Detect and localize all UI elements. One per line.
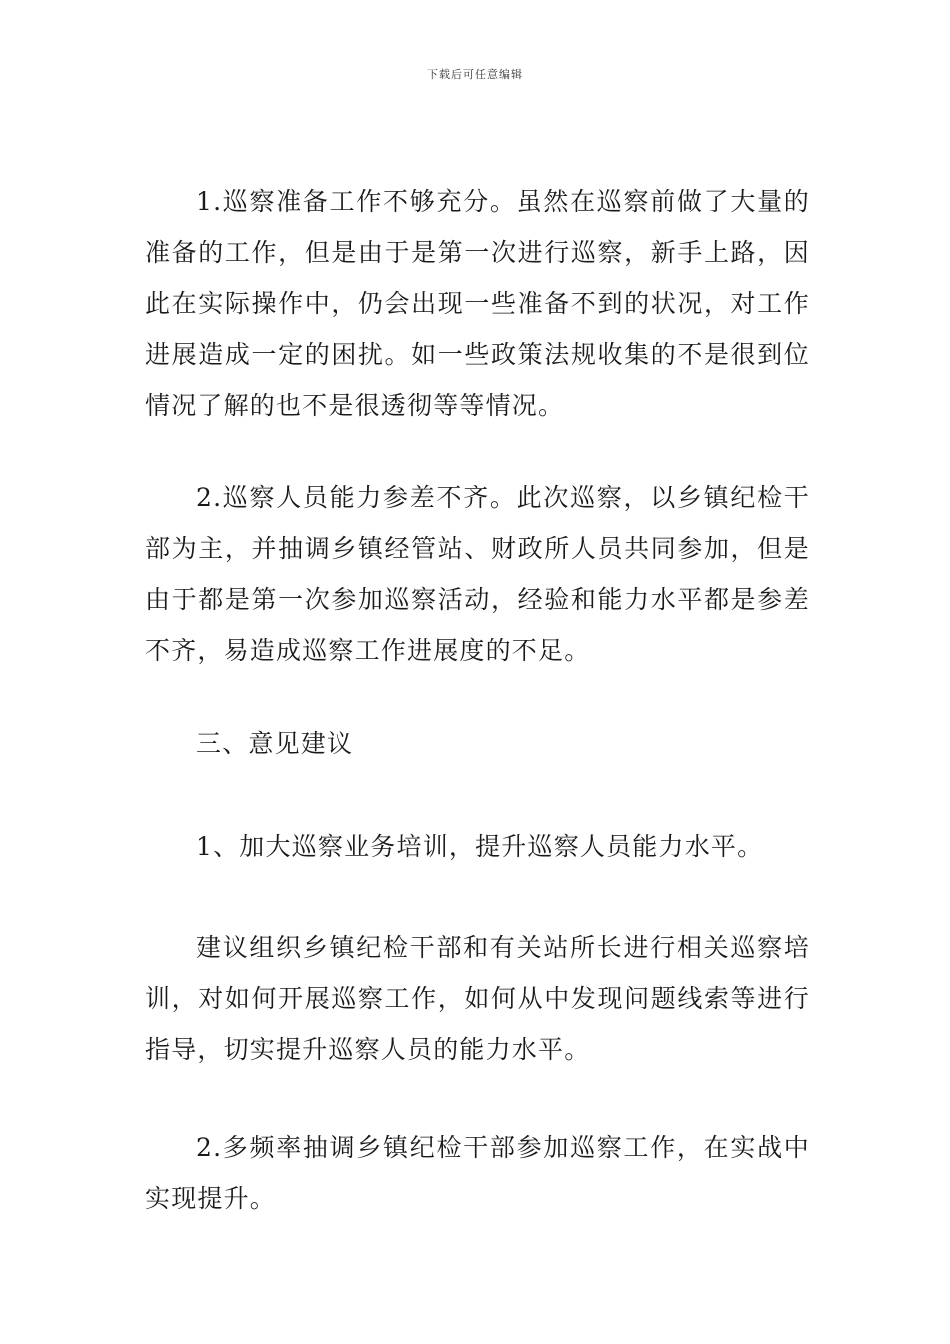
header-note: 下载后可任意编辑 bbox=[427, 68, 523, 81]
suggestion-1-title: 1、加大巡察业务培训，提升巡察人员能力水平。 bbox=[196, 832, 764, 861]
section-heading-suggestions: 三、意见建议 bbox=[196, 729, 354, 758]
suggestion-2-title: 2.多频率抽调乡镇纪检干部参加巡察工作，在实战中实现提升。 bbox=[145, 1133, 810, 1213]
paragraph-preparation-insufficient: 1.巡察准备工作不够充分。虽然在巡察前做了大量的准备的工作，但是由于是第一次进行巡察，新手上路，因此在实际操作中，仍会出现一些准备不到的状况，对工作进展造成一定的困扰。如一些政策法规收集的不是很到位情况了解的也不是很透彻等等情况。 bbox=[145, 187, 810, 420]
paragraph-staff-ability-uneven: 2.巡察人员能力参差不齐。此次巡察，以乡镇纪检干部为主，并抽调乡镇经管站、财政所人员共同参加，但是由于都是第一次参加巡察活动，经验和能力水平都是参差不齐，易造成巡察工作进展度的不足。 bbox=[145, 483, 810, 665]
suggestion-1-body: 建议组织乡镇纪检干部和有关站所长进行相关巡察培训，对如何开展巡察工作，如何从中发现问题线索等进行指导，切实提升巡察人员的能力水平。 bbox=[145, 933, 810, 1064]
